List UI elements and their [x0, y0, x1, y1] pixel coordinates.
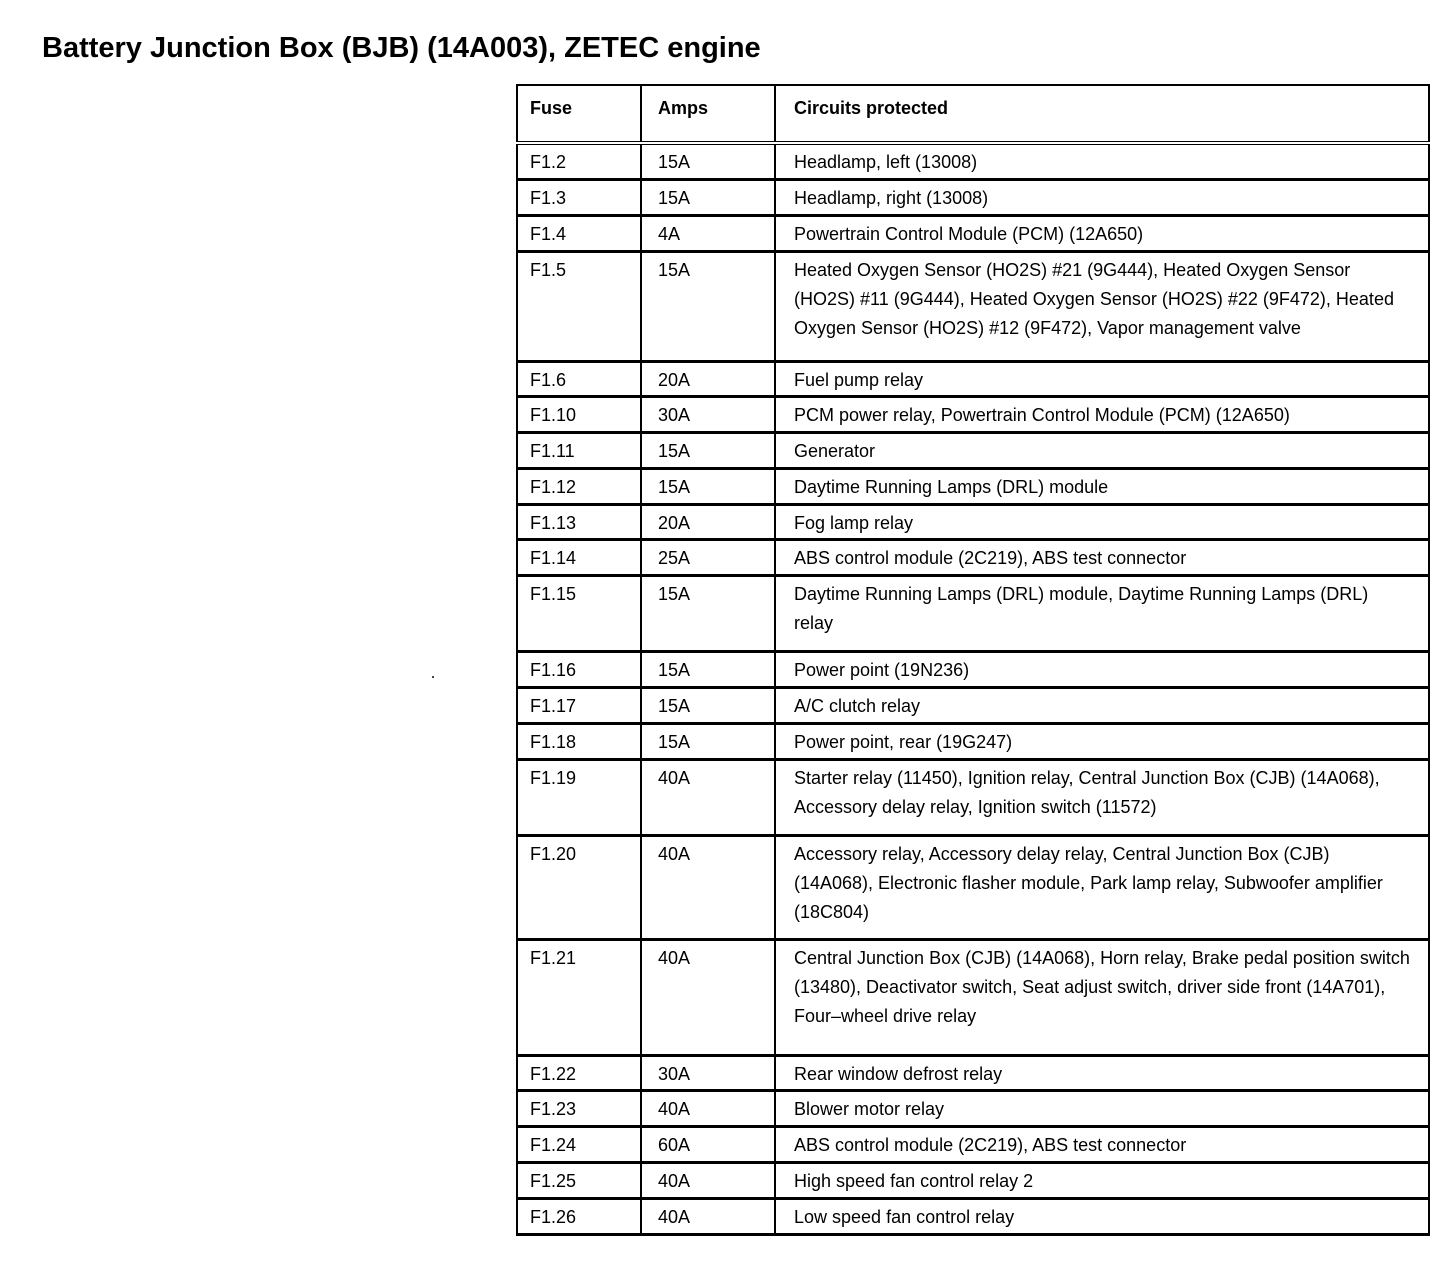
circuits-cell: Starter relay (11450), Ignition relay, Central Junction Box (CJB) (14A068), Accessory delay relay, Ignition switch (11572) — [775, 759, 1429, 835]
fuse-cell: F1.16 — [517, 651, 641, 687]
circuits-cell: Fuel pump relay — [775, 361, 1429, 396]
amps-cell: 40A — [641, 939, 775, 1055]
amps-cell: 4A — [641, 215, 775, 251]
circuits-cell: High speed fan control relay 2 — [775, 1162, 1429, 1198]
circuits-cell: Power point (19N236) — [775, 651, 1429, 687]
table-row — [517, 1090, 1429, 1126]
table-row — [517, 251, 1429, 361]
table-row — [517, 723, 1429, 759]
fuse-cell: F1.10 — [517, 396, 641, 432]
header-amps: Amps — [641, 85, 775, 143]
table-row — [517, 1198, 1429, 1234]
amps-cell: 40A — [641, 1162, 775, 1198]
fuse-cell: F1.4 — [517, 215, 641, 251]
amps-cell: 15A — [641, 468, 775, 504]
fuse-cell: F1.25 — [517, 1162, 641, 1198]
circuits-cell: Rear window defrost relay — [775, 1055, 1429, 1090]
amps-cell: 25A — [641, 539, 775, 575]
table-row — [517, 1055, 1429, 1090]
fuse-cell: F1.13 — [517, 504, 641, 539]
table-row — [517, 504, 1429, 539]
fuse-cell: F1.12 — [517, 468, 641, 504]
fuse-cell: F1.2 — [517, 143, 641, 179]
amps-cell: 15A — [641, 143, 775, 179]
amps-cell: 15A — [641, 723, 775, 759]
circuits-cell: Powertrain Control Module (PCM) (12A650) — [775, 215, 1429, 251]
table-row — [517, 687, 1429, 723]
header-circuits: Circuits protected — [775, 85, 1429, 143]
amps-cell: 15A — [641, 575, 775, 651]
header-fuse: Fuse — [517, 85, 641, 143]
table-row — [517, 396, 1429, 432]
table-row — [517, 575, 1429, 651]
fuse-cell: F1.20 — [517, 835, 641, 939]
table-row — [517, 651, 1429, 687]
circuits-cell: Central Junction Box (CJB) (14A068), Horn relay, Brake pedal position switch (13480), Deactivator switch, Seat adjust switch, driver side front (14A701), Four–wheel drive relay — [775, 939, 1429, 1055]
circuits-cell: Daytime Running Lamps (DRL) module, Daytime Running Lamps (DRL) relay — [775, 575, 1429, 651]
table-row — [517, 539, 1429, 575]
amps-cell: 15A — [641, 651, 775, 687]
circuits-cell: Heated Oxygen Sensor (HO2S) #21 (9G444), Heated Oxygen Sensor (HO2S) #11 (9G444), Heated Oxygen Sensor (HO2S) #22 (9F472), Heated Oxygen Sensor (HO2S) #12 (9F472), Vapor management valve — [775, 251, 1429, 361]
fuse-cell: F1.21 — [517, 939, 641, 1055]
amps-cell: 15A — [641, 432, 775, 468]
circuits-cell: Headlamp, left (13008) — [775, 143, 1429, 179]
fuse-cell: F1.23 — [517, 1090, 641, 1126]
table-row — [517, 361, 1429, 396]
fuse-cell: F1.14 — [517, 539, 641, 575]
table-row — [517, 1162, 1429, 1198]
amps-cell: 40A — [641, 1090, 775, 1126]
scan-speck — [432, 676, 434, 678]
fuse-cell: F1.15 — [517, 575, 641, 651]
circuits-cell: ABS control module (2C219), ABS test connector — [775, 539, 1429, 575]
table-row — [517, 143, 1429, 179]
circuits-cell: Low speed fan control relay — [775, 1198, 1429, 1234]
circuits-cell: Fog lamp relay — [775, 504, 1429, 539]
amps-cell: 40A — [641, 835, 775, 939]
fuse-cell: F1.22 — [517, 1055, 641, 1090]
table-row — [517, 468, 1429, 504]
fuse-cell: F1.26 — [517, 1198, 641, 1234]
circuits-cell: Blower motor relay — [775, 1090, 1429, 1126]
table-header — [517, 85, 1429, 143]
table-row — [517, 1126, 1429, 1162]
circuits-cell: ABS control module (2C219), ABS test connector — [775, 1126, 1429, 1162]
amps-cell: 15A — [641, 251, 775, 361]
amps-cell: 20A — [641, 361, 775, 396]
table-body — [517, 143, 1429, 1234]
table-row — [517, 179, 1429, 215]
amps-cell: 30A — [641, 1055, 775, 1090]
circuits-cell: Headlamp, right (13008) — [775, 179, 1429, 215]
page-title: Battery Junction Box (BJB) (14A003), ZETEC engine — [42, 32, 761, 64]
table-row — [517, 939, 1429, 1055]
amps-cell: 15A — [641, 179, 775, 215]
fuse-cell: F1.3 — [517, 179, 641, 215]
fuse-cell: F1.11 — [517, 432, 641, 468]
header-row — [517, 85, 1429, 143]
fuse-cell: F1.6 — [517, 361, 641, 396]
amps-cell: 20A — [641, 504, 775, 539]
fuse-cell: F1.24 — [517, 1126, 641, 1162]
amps-cell: 40A — [641, 1198, 775, 1234]
fuse-cell: F1.19 — [517, 759, 641, 835]
circuits-cell: PCM power relay, Powertrain Control Module (PCM) (12A650) — [775, 396, 1429, 432]
circuits-cell: A/C clutch relay — [775, 687, 1429, 723]
fuse-cell: F1.5 — [517, 251, 641, 361]
table-row — [517, 215, 1429, 251]
table-row — [517, 759, 1429, 835]
amps-cell: 40A — [641, 759, 775, 835]
fuse-cell: F1.18 — [517, 723, 641, 759]
table-row — [517, 835, 1429, 939]
circuits-cell: Generator — [775, 432, 1429, 468]
circuits-cell: Daytime Running Lamps (DRL) module — [775, 468, 1429, 504]
circuits-cell: Accessory relay, Accessory delay relay, Central Junction Box (CJB) (14A068), Electronic flasher module, Park lamp relay, Subwoofer amplifier (18C804) — [775, 835, 1429, 939]
amps-cell: 15A — [641, 687, 775, 723]
amps-cell: 30A — [641, 396, 775, 432]
amps-cell: 60A — [641, 1126, 775, 1162]
table-row — [517, 432, 1429, 468]
fuse-table — [516, 84, 1430, 1236]
fuse-cell: F1.17 — [517, 687, 641, 723]
circuits-cell: Power point, rear (19G247) — [775, 723, 1429, 759]
